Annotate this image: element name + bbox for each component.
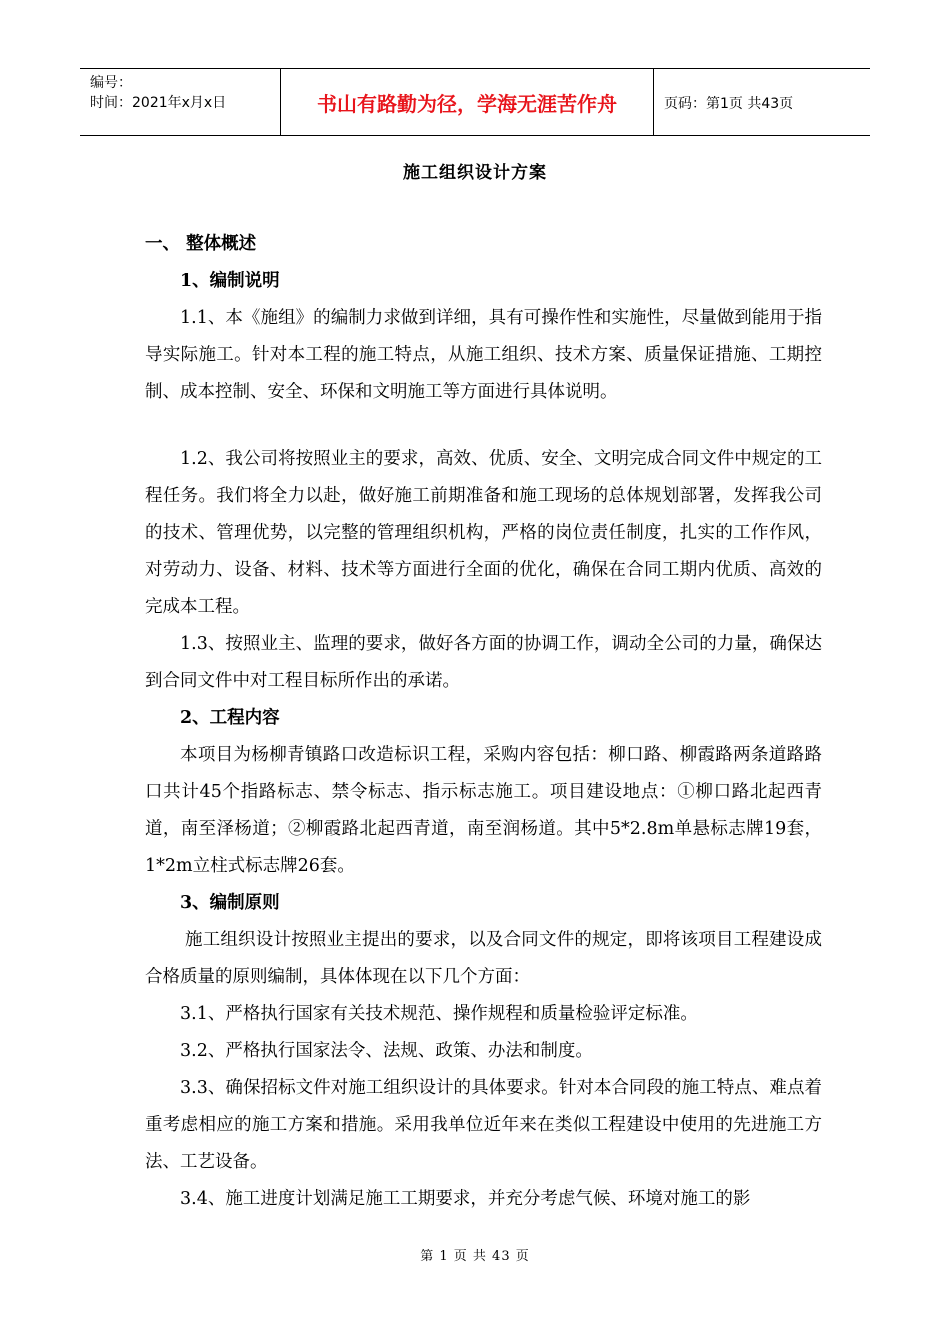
- paragraph-3-1: 3.1、严格执行国家有关技术规范、操作规程和质量检验评定标准。: [180, 1004, 698, 1024]
- document-number-label: 编号：: [90, 75, 132, 91]
- page-footer: 第 1 页 共 43 页: [420, 1249, 530, 1264]
- paragraph-spacer: [145, 411, 822, 441]
- subsection-heading-principles: 3、编制原则: [180, 893, 280, 913]
- paragraph-1-2: 1.2、我公司将按照业主的要求，高效、优质、安全、文明完成合同文件中规定的工程任务。我们将全力以赴，做好施工前期准备和施工现场的总体规划部署，发挥我公司的技术、管理优势，以完整的管理组织机构，严格的岗位责任制度，扎实的工作作风，对劳动力、设备、材料、技术等方面进行全面的优化，确保在合同工期内优质、高效的完成本工程。: [145, 449, 822, 617]
- document-title: 施工组织设计方案: [403, 163, 547, 183]
- paragraph-1-3: 1.3、按照业主、监理的要求，做好各方面的协调工作，调动全公司的力量，确保达到合同文件中对工程目标所作出的承诺。: [145, 634, 822, 691]
- paragraph-project-content: 本项目为杨柳青镇路口改造标识工程，采购内容包括：柳口路、柳霞路两条道路路口共计45个指路标志、禁令标志、指示标志施工。项目建设地点：①柳口路北起西青道，南至泽杨道；②柳霞路北起西青道，南至润杨道。其中5*2.8m单悬标志牌19套，1*2m立柱式标志牌26套。: [145, 745, 822, 876]
- header-meta: [80, 69, 281, 135]
- header-motto: 书山有路勤为径，学海无涯苦作舟: [281, 69, 654, 135]
- document-body: [145, 226, 822, 1218]
- subsection-heading-content: 2、工程内容: [180, 708, 280, 728]
- paragraph-principles-intro: 施工组织设计按照业主提出的要求，以及合同文件的规定，即将该项目工程建设成合格质量的原则编制，具体体现在以下几个方面：: [145, 930, 822, 987]
- paragraph-3-2: 3.2、严格执行国家法令、法规、政策、办法和制度。: [180, 1041, 593, 1061]
- document-date: 时间：2021年x月x日: [90, 95, 227, 111]
- subsection-heading-compilation: 1、编制说明: [180, 271, 280, 291]
- paragraph-1-1: 1.1、本《施组》的编制力求做到详细，具有可操作性和实施性，尽量做到能用于指导实际施工。针对本工程的施工特点，从施工组织、技术方案、质量保证措施、工期控制、成本控制、安全、环保和文明施工等方面进行具体说明。: [145, 308, 822, 402]
- paragraph-3-3: 3.3、确保招标文件对施工组织设计的具体要求。针对本合同段的施工特点、难点着重考虑相应的施工方案和措施。采用我单位近年来在类似工程建设中使用的先进施工方法、工艺设备。: [145, 1078, 822, 1172]
- header-page-info: 页码：第1页 共43页: [664, 96, 794, 112]
- section-heading-overview: 一、 整体概述: [145, 234, 257, 254]
- paragraph-3-4: 3.4、施工进度计划满足施工工期要求，并充分考虑气候、环境对施工的影: [180, 1189, 751, 1209]
- page-header: [80, 68, 870, 136]
